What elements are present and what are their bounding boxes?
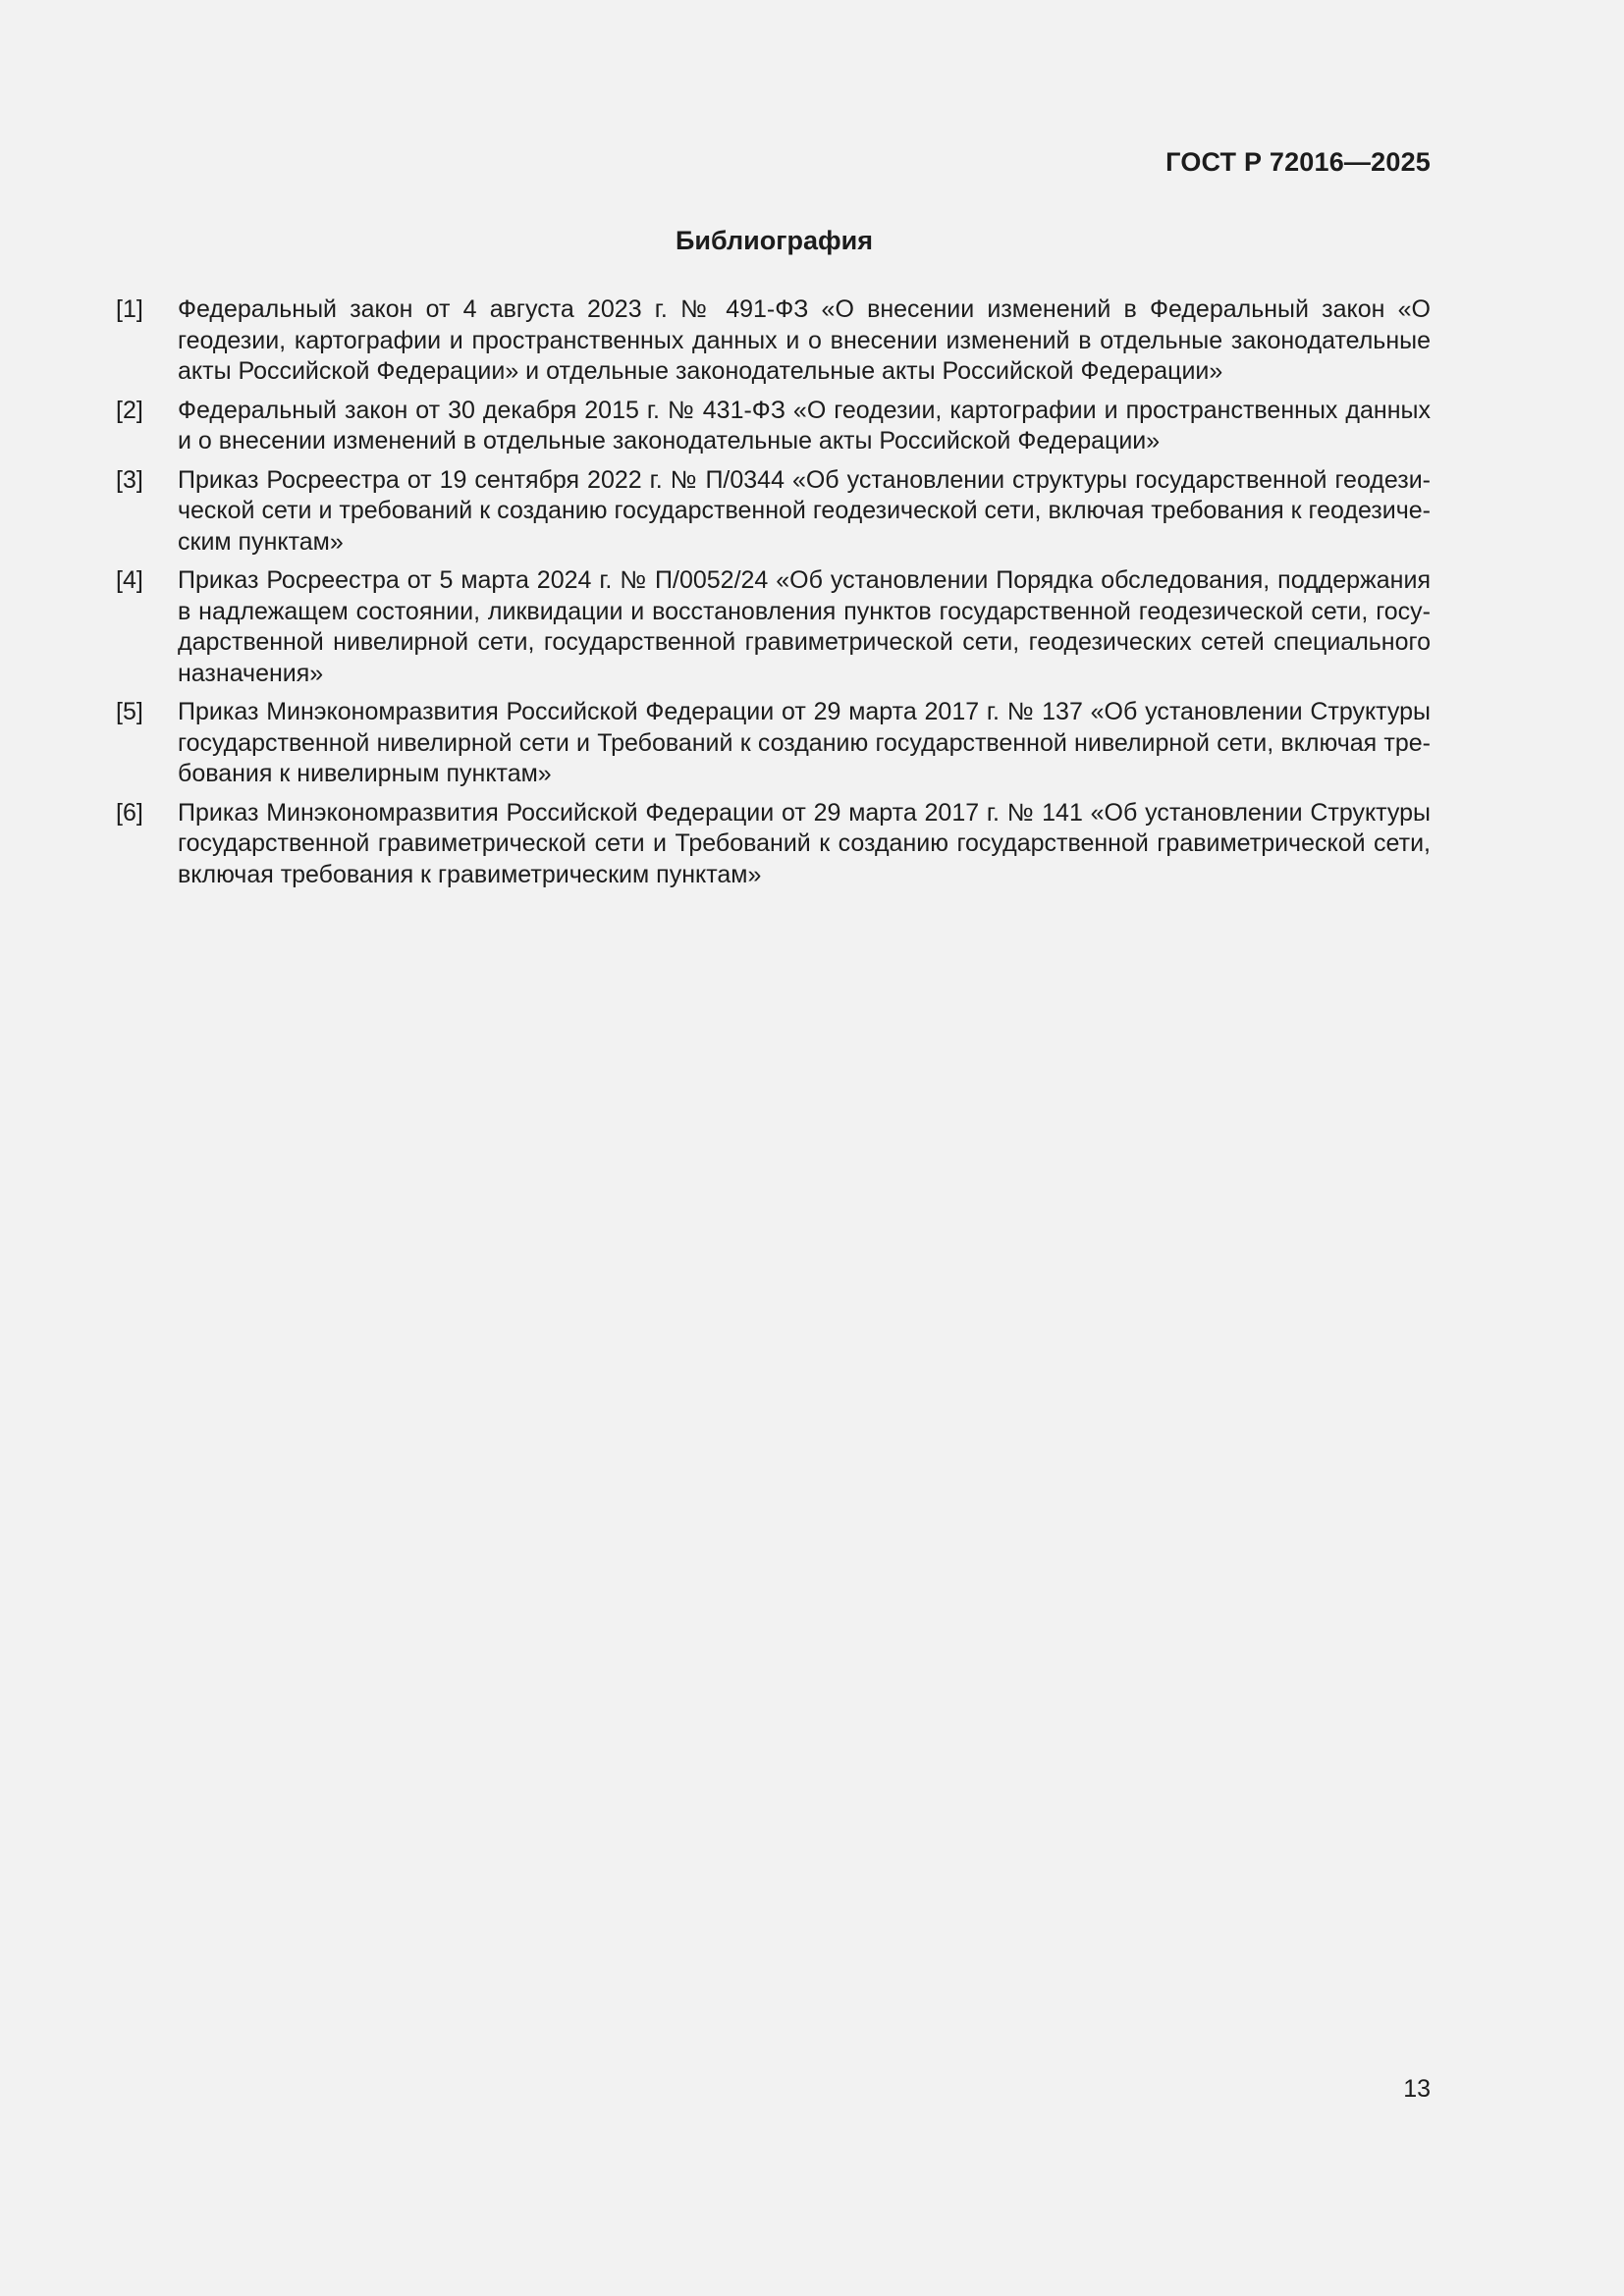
bibliography-entry-number: [2] [116,396,143,424]
bibliography-entry-text: Федеральный закон от 30 декабря 2015 г. № 431-ФЗ «О геодезии, картографии и пространственных данных и о внесении изменений в отдельные законодательные акты Российской Федерации» [178,396,1431,454]
bibliography-entry [116,396,1431,457]
bibliography-entry [116,565,1431,689]
bibliography-entry-text: Приказ Росреестра от 19 сентября 2022 г. № П/0344 «Об установлении структуры государственной геодезической сети и требований к созданию государственной геодезической сети, включая требования к геодезическим пунктам» [178,465,1431,556]
page-number: 13 [1403,2075,1431,2103]
bibliography-entry-text: Приказ Минэкономразвития Российской Федерации от 29 марта 2017 г. № 137 «Об установлении Структуры государственной нивелирной сети и Требований к созданию государственной нивелирной сети, включая требования к нивелирным пунктам» [178,698,1431,787]
bibliography-entry-number: [1] [116,295,143,323]
bibliography-entry-text: Приказ Росреестра от 5 марта 2024 г. № П/0052/24 «Об установлении Порядка обследования, поддержания в надлежащем состоянии, ликвидации и восстановления пунктов государственной геодезической сети, государственной нивелирной сети, государственной гравиметрической сети, геодезических сетей специального назначения» [178,566,1431,687]
bibliography-entry [116,697,1431,790]
bibliography-entry-text: Федеральный закон от 4 августа 2023 г. № 491-ФЗ «О внесении изменений в Федеральный закон «О геодезии, картографии и пространственных данных и о внесении изменений в отдельные законодательные акты Российской Федерации» и отдельные законодательные акты Российской Федерации» [178,295,1431,385]
bibliography-entry-number: [6] [116,798,143,827]
bibliography-entry-number: [5] [116,698,143,725]
bibliography-list [116,294,1431,898]
bibliography-entry [116,798,1431,891]
bibliography-entry-text: Приказ Минэкономразвития Российской Федерации от 29 марта 2017 г. № 141 «Об установлении Структуры государственной гравиметрической сети и Требований к созданию государственной гравиметрической сети, включая требования к гравиметрическим пунктам» [178,798,1431,888]
section-title: Библиография [676,226,873,255]
bibliography-entry-number: [4] [116,566,143,594]
bibliography-entry [116,465,1431,559]
bibliography-entry [116,294,1431,388]
bibliography-entry-number: [3] [116,465,143,494]
document-code: ГОСТ Р 72016—2025 [1165,147,1431,177]
